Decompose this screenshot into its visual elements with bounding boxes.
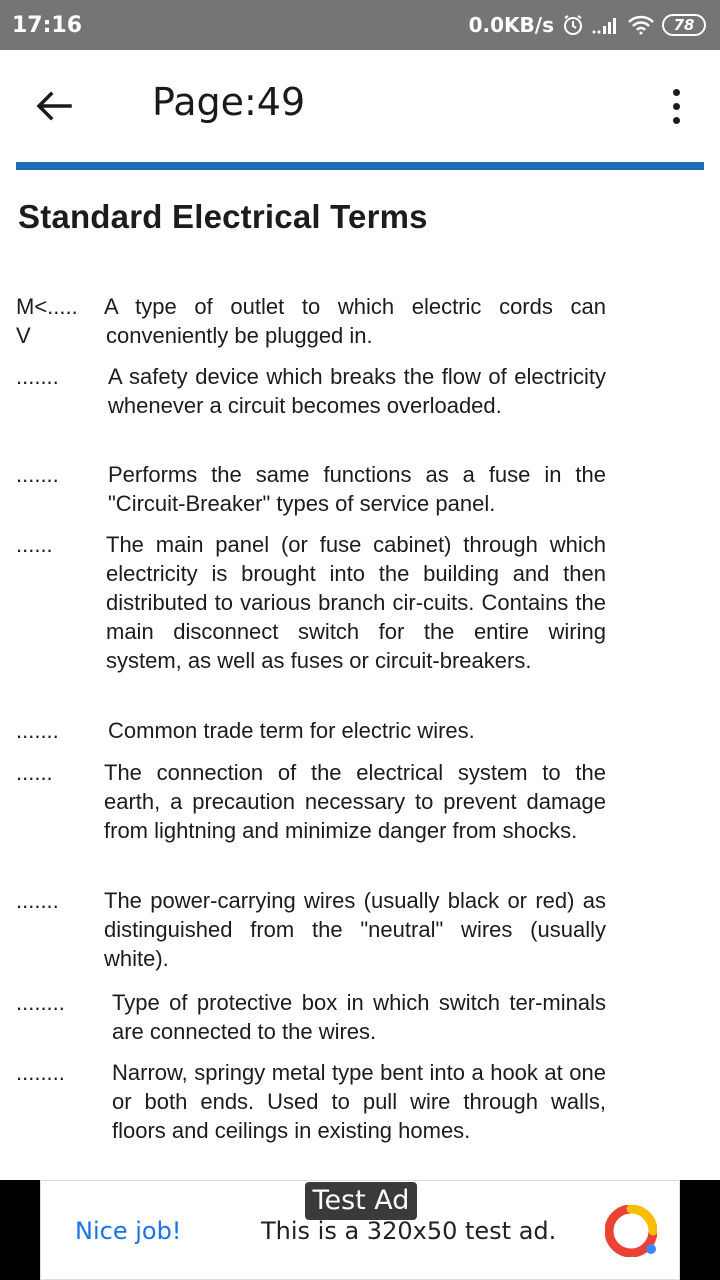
term-entry bbox=[16, 716, 606, 745]
term-leader: ...... bbox=[16, 760, 53, 785]
page-top-rule bbox=[16, 162, 704, 170]
ad-headline[interactable]: Nice job! bbox=[75, 1217, 182, 1245]
term-leader: ........ bbox=[16, 1060, 65, 1085]
term-definition: The connection of the electrical system to the earth, a precaution necessary to prevent damage from lightning and minimize danger from shocks. bbox=[104, 760, 606, 843]
arrow-left-icon bbox=[36, 91, 72, 121]
term-leader: ....... bbox=[16, 364, 59, 389]
document-page[interactable] bbox=[0, 162, 720, 1180]
term-leader: M<..... bbox=[16, 294, 78, 319]
term-entry bbox=[16, 292, 606, 350]
app-bar bbox=[0, 50, 720, 162]
ad-content[interactable] bbox=[40, 1180, 680, 1280]
term-leader: ...... bbox=[16, 532, 53, 557]
term-leader: ....... bbox=[16, 888, 59, 913]
term-definition: A type of outlet to which electric cords can conveniently be plugged in. bbox=[104, 294, 606, 348]
wifi-icon bbox=[628, 15, 654, 35]
status-icons bbox=[469, 13, 706, 37]
term-entry bbox=[16, 460, 606, 518]
term-definition: The power-carrying wires (usually black or red) as distinguished from the "neutral" wires (usually white). bbox=[104, 888, 606, 971]
term-entry bbox=[16, 886, 606, 973]
term-definition: Common trade term for electric wires. bbox=[108, 718, 475, 743]
ad-text[interactable]: This is a 320x50 test ad. bbox=[261, 1217, 557, 1245]
more-vert-icon[interactable] bbox=[660, 86, 692, 126]
page-title: Page:49 bbox=[152, 80, 306, 124]
term-definition: Type of protective box in which switch ter-minals are connected to the wires. bbox=[112, 990, 606, 1044]
network-speed: 0.0KB/s bbox=[468, 13, 554, 37]
term-definition: Performs the same functions as a fuse in the "Circuit-Breaker" types of service panel. bbox=[108, 462, 606, 516]
term-entry bbox=[16, 362, 606, 420]
term-entry bbox=[16, 530, 606, 675]
term-entry bbox=[16, 758, 606, 845]
term-entry bbox=[16, 1058, 606, 1145]
signal-icon bbox=[592, 15, 620, 35]
term-leader: ....... bbox=[16, 718, 59, 743]
status-time: 17:16 bbox=[12, 12, 83, 38]
term-leader: ....... bbox=[16, 462, 59, 487]
back-button[interactable] bbox=[34, 86, 74, 126]
alarm-icon bbox=[562, 14, 584, 36]
term-leader: ........ bbox=[16, 990, 65, 1015]
term-leader-2: V bbox=[16, 323, 31, 348]
document-heading: Standard Electrical Terms bbox=[18, 198, 428, 235]
term-entry bbox=[16, 988, 606, 1046]
battery-icon: 78 bbox=[662, 14, 706, 36]
ad-label: Test Ad bbox=[305, 1182, 417, 1220]
admob-logo-icon[interactable] bbox=[605, 1205, 657, 1257]
term-definition: Narrow, springy metal type bent into a hook at one or both ends. Used to pull wire through walls, floors and ceilings in existing homes. bbox=[112, 1060, 606, 1143]
ad-banner[interactable] bbox=[0, 1180, 720, 1280]
status-bar bbox=[0, 0, 720, 50]
term-definition: The main panel (or fuse cabinet) through which electricity is brought into the building and then distributed to various branch cir-cuits. Contains the main disconnect switch for the entire wiring system, as well as fuses or circuit-breakers. bbox=[106, 532, 606, 673]
term-definition: A safety device which breaks the flow of electricity whenever a circuit becomes overloaded. bbox=[108, 364, 606, 418]
